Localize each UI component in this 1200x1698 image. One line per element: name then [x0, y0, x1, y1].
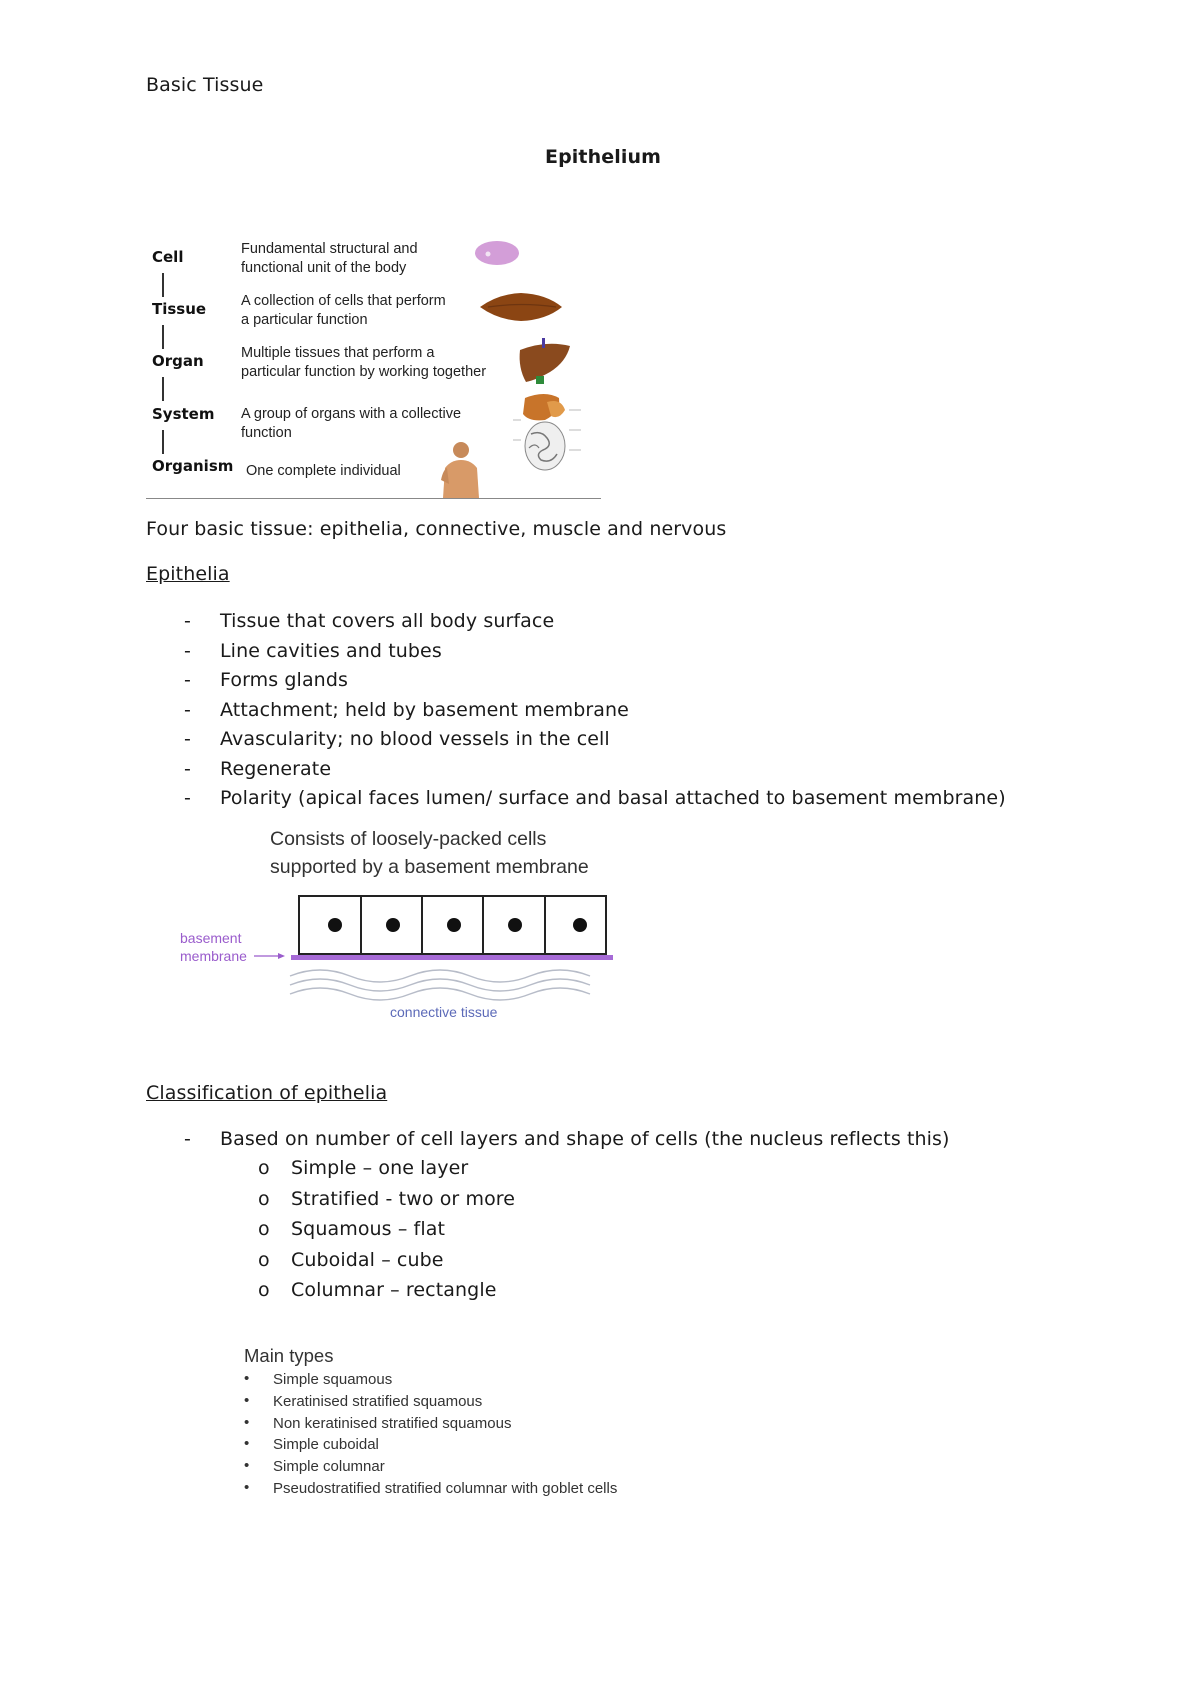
basement-label-line2: membrane [180, 948, 247, 964]
circle-bullet: o [258, 1218, 270, 1240]
bullet-dot: • [244, 1391, 250, 1409]
connective-tissue-waves [290, 970, 590, 1000]
dash-bullet: - [184, 610, 191, 632]
hierarchy-desc-organ [241, 344, 486, 382]
dash-bullet: - [184, 639, 191, 662]
list-item [244, 1435, 379, 1458]
list-item-text: Non keratinised stratified squamous [273, 1414, 512, 1432]
page-title [0, 146, 1200, 168]
liver-organ-icon [516, 338, 574, 388]
basement-membrane-line [291, 955, 613, 960]
list-item-text: Simple columnar [273, 1458, 385, 1476]
desc-line: A group of organs with a collective [241, 406, 462, 422]
bullet-dot: • [244, 1370, 250, 1387]
list-item-text: Tissue that covers all body surface [220, 610, 555, 632]
dash-bullet: - [184, 757, 191, 780]
list-item [244, 1457, 385, 1480]
connective-tissue-label: connective tissue [390, 1004, 498, 1020]
dash-bullet: - [184, 728, 191, 750]
list-item [244, 1370, 393, 1393]
sub-item-text: Stratified - two or more [291, 1187, 516, 1210]
page-title-text: Epithelium [545, 146, 661, 168]
hierarchy-connector [162, 430, 164, 454]
hierarchy-desc-system [241, 405, 461, 443]
desc-line: function [241, 425, 292, 441]
sub-item-text: Columnar – rectangle [291, 1279, 497, 1301]
figure-caption-line2: supported by a basement membrane [270, 856, 589, 878]
figure-caption-line1: Consists of loosely-packed cells [270, 828, 547, 850]
hierarchy-desc-organism [246, 462, 401, 481]
list-item-text: Simple cuboidal [273, 1436, 379, 1454]
hierarchy-level-system: System [152, 405, 215, 423]
circle-bullet: o [258, 1187, 270, 1210]
main-types-title: Main types [244, 1345, 334, 1366]
human-organism-icon [437, 440, 481, 498]
bullet-dot: • [244, 1435, 250, 1453]
hierarchy-level-organism: Organism [152, 457, 234, 475]
list-item-text: Avascularity; no blood vessels in the cell [220, 728, 610, 750]
hierarchy-connector [162, 325, 164, 349]
desc-line: a particular function [241, 312, 368, 328]
main-types-list [244, 1370, 618, 1502]
organization-hierarchy-figure [146, 232, 601, 502]
hierarchy-level-organ: Organ [152, 352, 204, 370]
hierarchy-level-cell: Cell [152, 248, 184, 266]
circle-bullet: o [258, 1279, 270, 1301]
circle-bullet: o [258, 1248, 270, 1271]
arrow-icon [278, 953, 285, 959]
list-item-text: Based on number of cell layers and shape of cells (the nucleus reflects this) [220, 1128, 950, 1150]
desc-line: Fundamental structural and [241, 241, 418, 257]
list-item-text: Polarity (apical faces lumen/ surface and basal attached to basement membrane) [220, 787, 1006, 809]
nucleus [328, 918, 342, 932]
figure-baseline [146, 498, 601, 499]
list-item-text: Regenerate [220, 757, 332, 780]
bullet-dot: • [244, 1478, 250, 1496]
dash-bullet: - [184, 669, 191, 691]
main-types-figure [244, 1345, 618, 1502]
bullet-dot: • [244, 1457, 250, 1475]
dash-bullet: - [184, 787, 191, 809]
section-heading-epithelia: Epithelia [146, 563, 230, 585]
list-item-text: Simple squamous [273, 1371, 393, 1388]
list-item [244, 1478, 618, 1502]
digestive-system-icon [511, 390, 591, 480]
desc-line: functional unit of the body [241, 260, 407, 276]
hierarchy-level-tissue: Tissue [152, 300, 207, 318]
list-item-text: Attachment; held by basement membrane [220, 698, 629, 721]
list-item-text: Keratinised stratified squamous [273, 1392, 483, 1410]
dash-bullet: - [184, 1128, 191, 1150]
hierarchy-connector [162, 273, 164, 297]
sub-item-text: Squamous – flat [291, 1218, 446, 1240]
hierarchy-desc-cell [241, 240, 418, 278]
sub-item-text: Simple – one layer [291, 1157, 469, 1179]
list-item-text: Line cavities and tubes [220, 639, 442, 662]
cell-icon [471, 238, 523, 268]
desc-line: A collection of cells that perform [241, 293, 446, 309]
nucleus [508, 918, 522, 932]
section-heading-classification: Classification of epithelia [146, 1082, 388, 1104]
desc-line: particular function by working together [241, 364, 487, 380]
header-label: Basic Tissue [146, 74, 264, 96]
basement-membrane-figure [170, 822, 650, 1022]
dash-bullet: - [184, 698, 191, 721]
bullet-dot: • [244, 1413, 250, 1431]
nucleus [447, 918, 461, 932]
four-basic-tissue-statement: Four basic tissue: epithelia, connective, muscle and nervous [146, 518, 727, 540]
basement-label-line1: basement [180, 930, 242, 946]
list-item-text: Pseudostratified stratified columnar with goblet cells [273, 1479, 618, 1497]
list-item [244, 1391, 483, 1415]
muscle-tissue-icon [478, 290, 564, 324]
list-item [244, 1413, 512, 1437]
desc-line: Multiple tissues that perform a [241, 345, 435, 361]
nucleus [573, 918, 587, 932]
hierarchy-desc-tissue [241, 292, 446, 330]
hierarchy-connector [162, 377, 164, 401]
desc-line: One complete individual [246, 463, 401, 479]
circle-bullet: o [258, 1157, 270, 1179]
list-item-text: Forms glands [220, 669, 348, 691]
nucleus [386, 918, 400, 932]
sub-item-text: Cuboidal – cube [291, 1248, 444, 1271]
